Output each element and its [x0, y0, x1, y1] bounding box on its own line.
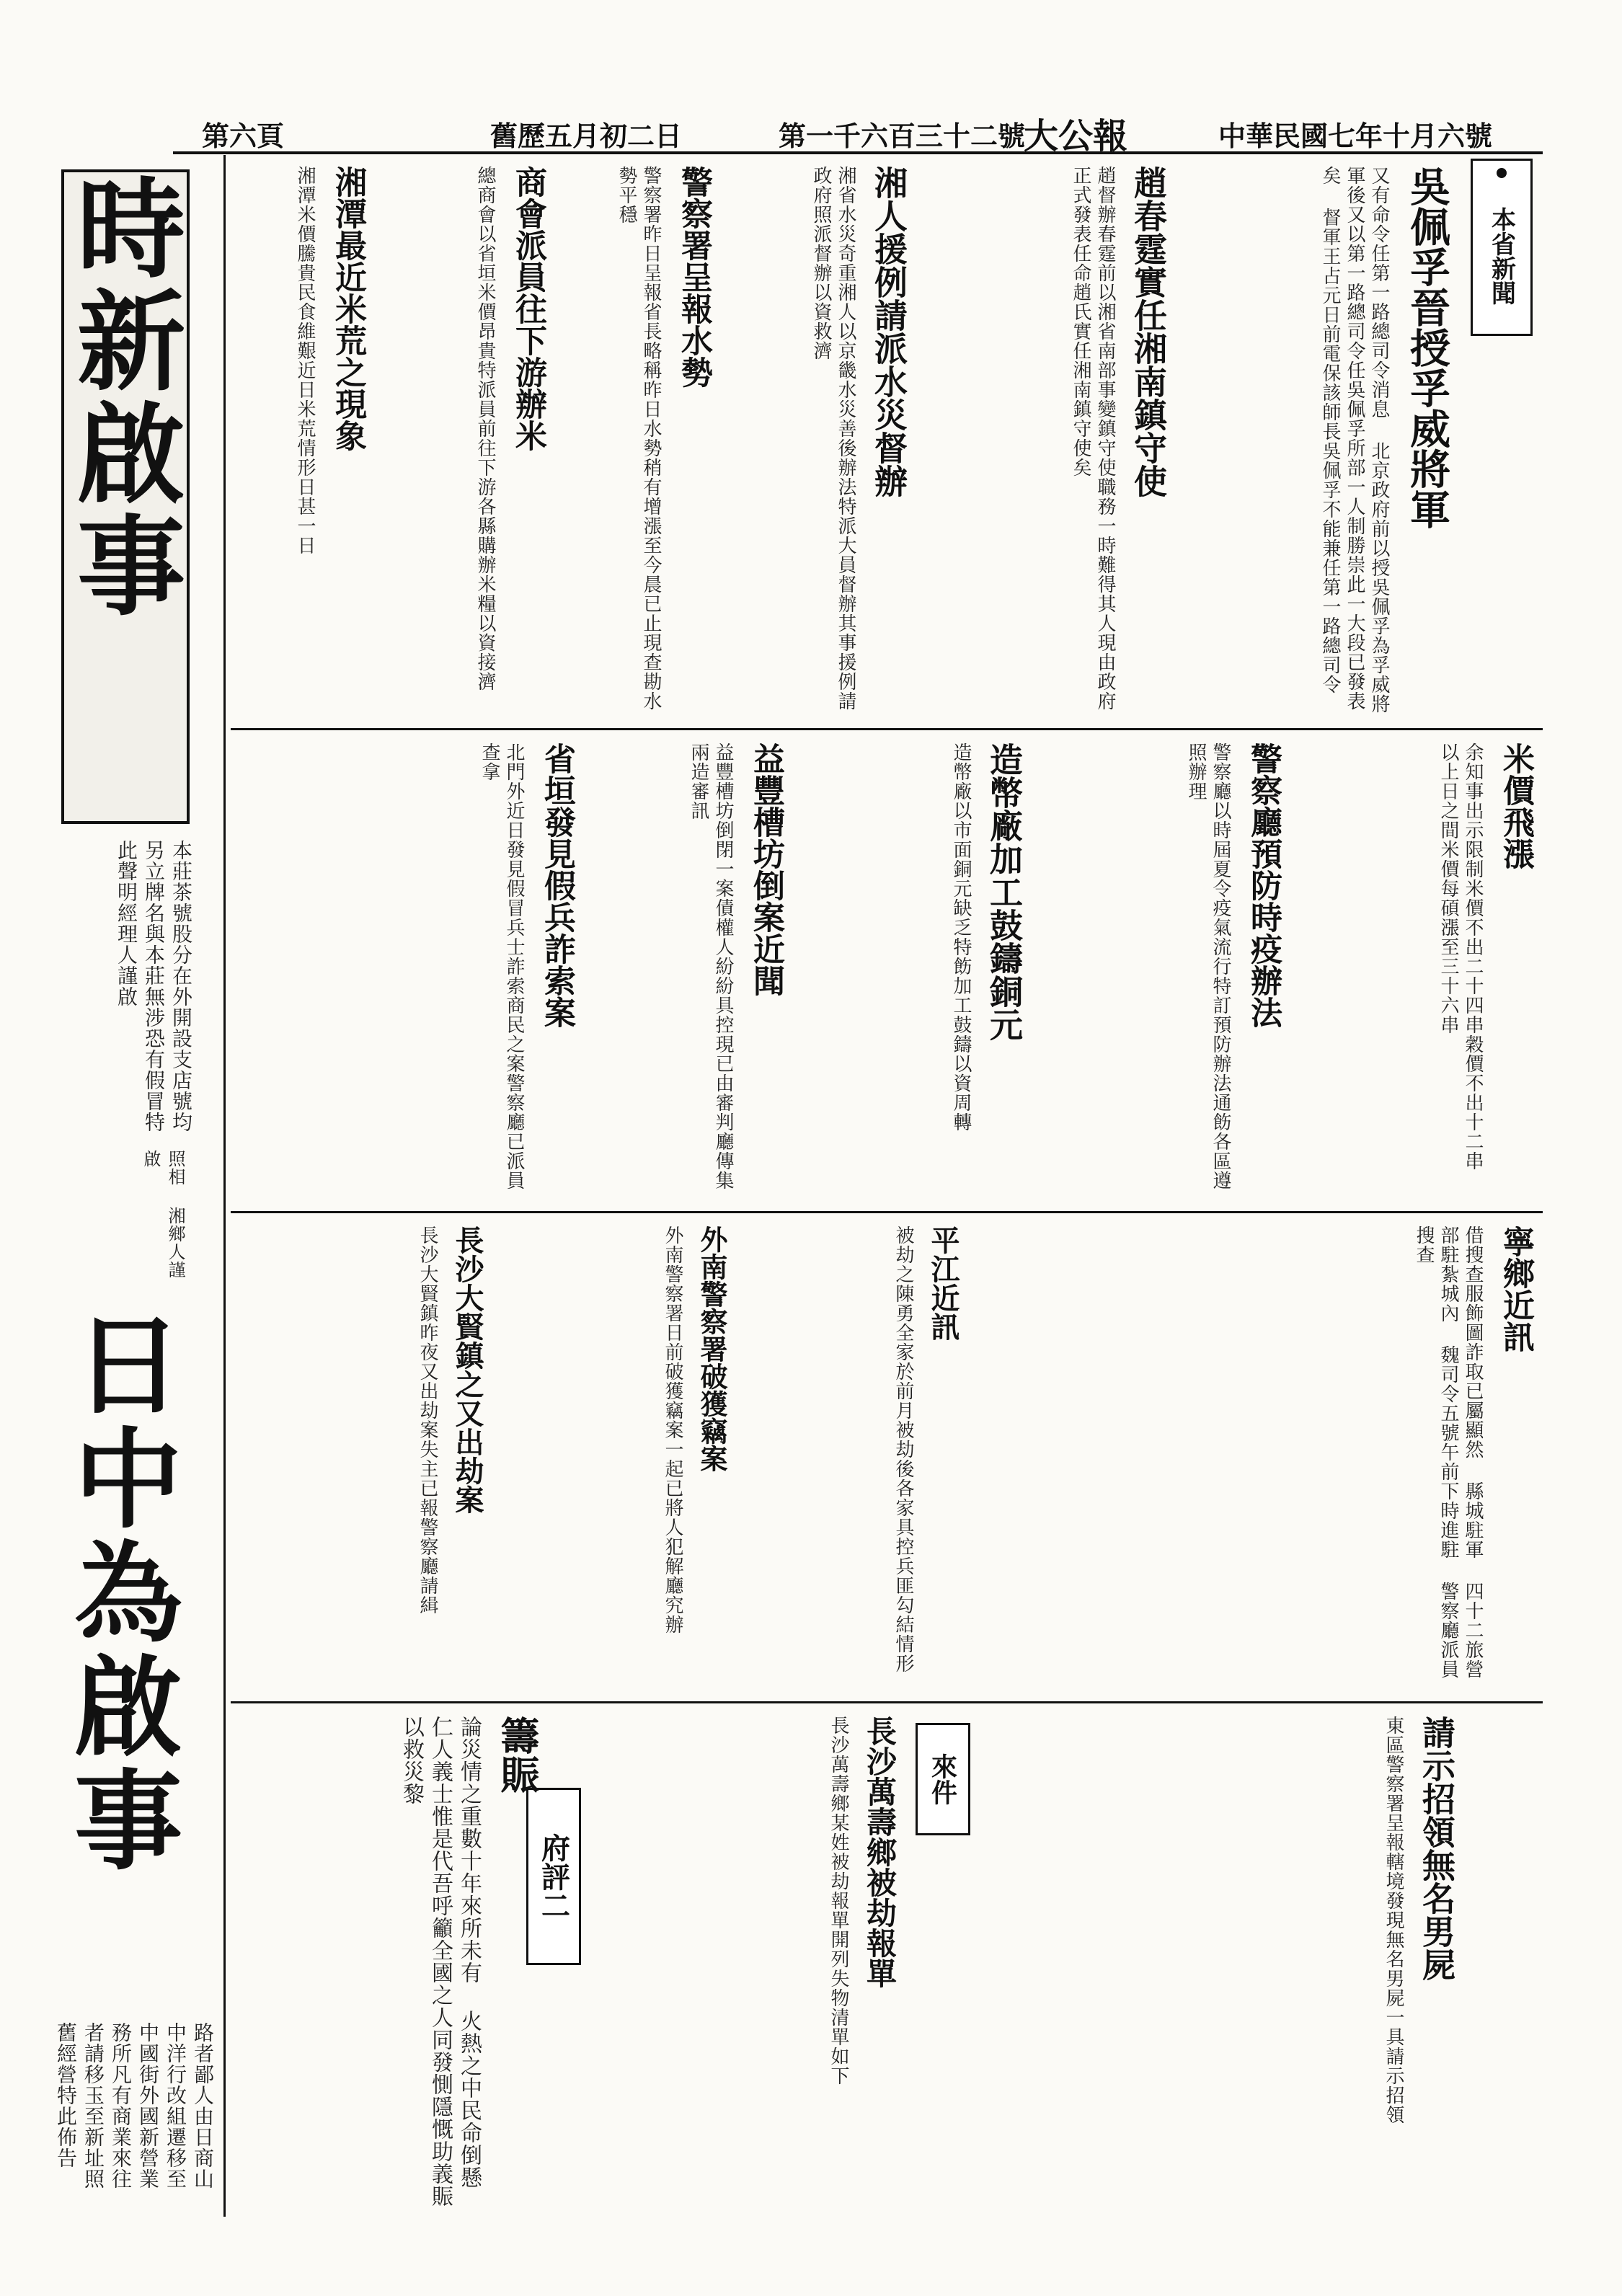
headline-daxian-robbery: 長沙大賢鎮之又出劫案 [451, 1225, 484, 1514]
article-ningxiang: 借搜查服飾圖詐取已屬顯然 縣城駐軍 四十二旅營部駐紮城內 魏司令五號午前下時進駐 警察廳派員搜查 [1413, 1225, 1484, 1679]
headline-fake-soldiers: 省垣發見假兵詐索案 [539, 743, 575, 1028]
article-outer-south-police: 外南警察署日前破獲竊案一起已將人犯解廳究辦 [662, 1225, 683, 1634]
article-chamber-rice: 總商會以省垣米價昂貴特派員前往下游各縣購辦米糧以資接濟 [474, 166, 496, 691]
headline-rice-price: 米價飛漲 [1497, 743, 1534, 869]
article-yifeng-case: 益豐槽坊倒閉一案債權人紛紛具控現已由審判廳傳集兩造審訊 [688, 743, 734, 1190]
headline-flood-commissioner: 湘人援例請派水災督辦 [869, 166, 908, 497]
headline-zhao-chunting: 趙春霆實任湘南鎮守使 [1129, 166, 1168, 497]
headline-wanshou-robbery: 長沙萬壽鄉被劫報單 [862, 1716, 898, 1988]
headline-police-water: 警察署呈報水勢 [675, 166, 712, 388]
article-rice-price: 余知事出示限制米價不出二十四串穀價不出十二串 以上日之間米價每碩漲至三十六串 [1437, 743, 1484, 1171]
ad-banner-top-text: 時新啟事 [58, 172, 185, 622]
headline-xiangtan-rice: 湘潭最近米荒之現象 [329, 166, 366, 451]
ad-banner-top [58, 169, 190, 824]
divider-lower [231, 1701, 1543, 1703]
ad-notice-c: 路者鄙人由日商山中洋行改組遷移至中國街外國新營業務所凡有商業來往者請移玉至新址照舊經營特此佈告 [54, 2022, 215, 2189]
headline-chamber-rice: 商會派員往下游辦米 [510, 166, 546, 451]
section-header-box [1471, 159, 1533, 336]
section-header-title: 本省新聞 [1484, 168, 1520, 305]
article-flood-commissioner: 湘省水災奇重湘人以京畿水災善後辦法特派大員督辦其事援例請政府照派督辦以資救濟 [810, 166, 856, 711]
headline-mint-coins: 造幣廠加工鼓鑄銅元 [985, 743, 1024, 1041]
ad-banner-bottom [56, 1308, 184, 2015]
article-fake-soldiers: 北門外近日發見假冒兵士詐索商民之案警察廳已派員查拿 [479, 743, 525, 1190]
article-unclaimed-body: 東區警察署呈報轄境發現無名男屍一具請示招領 [1383, 1716, 1404, 2124]
masthead-paper-name: 大公報 [1024, 116, 1128, 156]
headline-unclaimed-body: 請示招領無名男屍 [1417, 1716, 1456, 1981]
notice-box-incoming: 來件 [916, 1723, 970, 1835]
bullet-icon [1497, 168, 1507, 178]
article-police-water: 警察署昨日呈報省長略稱昨日水勢稍有增漲至今晨已止現查勘水勢平穩 [616, 166, 662, 711]
article-police-epidemic: 警察廳以時屆夏令疫氣流行特訂預防辦法通飭各區遵照辦理 [1185, 743, 1231, 1190]
headline-wu-peifu: 吳佩孚晉授孚威將軍 [1404, 166, 1451, 529]
masthead-page-number: 第六頁 [202, 120, 285, 152]
masthead [173, 108, 1543, 154]
article-wu-peifu: 又有命令任第一路總司令消息 北京政府前以授吳佩孚為孚威將軍後又以第一路總司令任吳佩孚所部一人制勝崇此一大段已發表矣 督軍王占元日前電保該師長吳佩孚不能兼任第一路總司令 [1319, 166, 1390, 714]
headline-ningxiang: 寧鄉近訊 [1497, 1225, 1534, 1352]
headline-police-epidemic: 警察廳預防時疫辦法 [1245, 743, 1282, 1028]
advertisement-column [43, 155, 226, 2217]
article-relief: 論災情之重數十年來所未有 火熱之中民命倒懸 仁人義士惟是代吾呼籲全國之人同發惻隱慨助義賑以救災黎 [399, 1716, 482, 2207]
article-daxian-robbery: 長沙大賢鎮昨夜又出劫案失主已報警察廳請緝 [417, 1225, 438, 1615]
masthead-lunar-date: 舊歷五月初二日 [490, 120, 683, 152]
masthead-issue: 第一千六百三十二號 [779, 120, 1026, 152]
headline-outer-south-police: 外南警察署破獲竊案 [696, 1225, 728, 1472]
ad-banner-bottom-text: 日中為啟事 [56, 1308, 182, 1878]
article-zhao-chunting: 趙督辦春霆前以湘省南部事變鎮守使職務一時難得其人現由政府正式發表任命趙氏實任湘南鎮守使矣 [1070, 166, 1116, 711]
ad-notice-a: 本莊茶號股分在外開設支店號均另立牌名與本莊無涉恐有假冒特此聲明經理人謹啟 [115, 840, 193, 1133]
article-pingjiang: 被劫之陳勇全家於前月被劫後各家具控兵匪勾結情形 [892, 1225, 914, 1673]
divider-top [231, 728, 1543, 730]
divider-middle [231, 1211, 1543, 1213]
editorial-box: 府評二 [526, 1788, 581, 1965]
article-xiangtan-rice: 湘潭米價騰貴民食維艱近日米荒情形日甚一日 [294, 166, 316, 555]
masthead-date: 中華民國七年十月六號 [1218, 120, 1493, 152]
article-wanshou-robbery: 長沙萬壽鄉某姓被劫報單開列失物清單如下 [828, 1716, 849, 2086]
article-mint-coins: 造幣廠以市面銅元缺乏特飭加工鼓鑄以資周轉 [950, 743, 972, 1132]
ad-notice-b: 照相 湘鄉人謹啟 [141, 1150, 185, 1279]
headline-relief: 籌賑 [495, 1716, 541, 1794]
headline-yifeng-case: 益豐槽坊倒案近聞 [748, 743, 784, 996]
headline-pingjiang: 平江近訊 [926, 1225, 960, 1341]
